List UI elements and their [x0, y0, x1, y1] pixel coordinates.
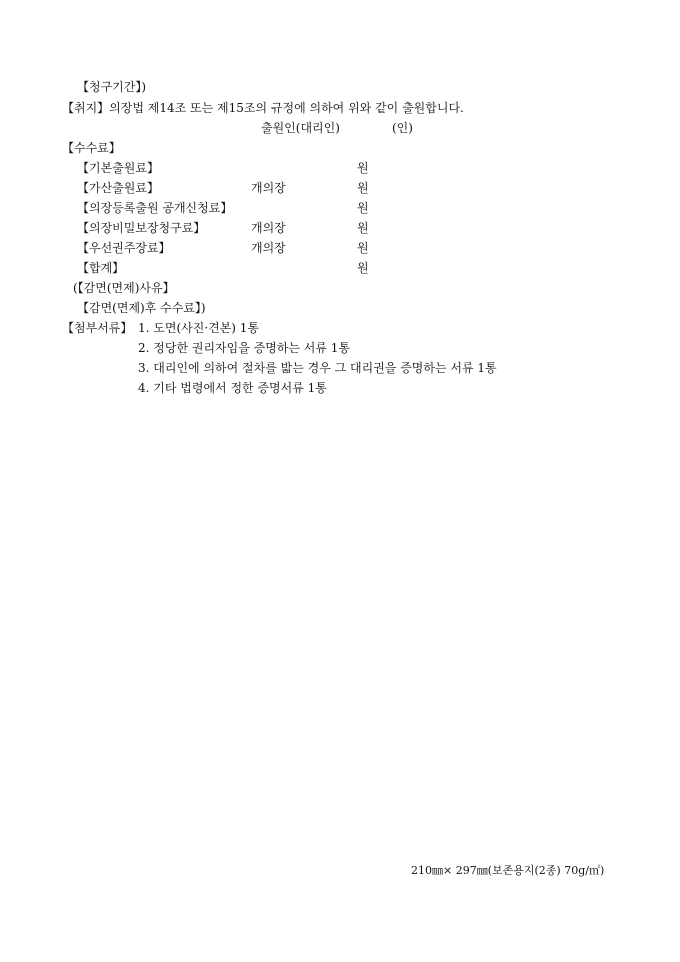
attachment-item: 2. 정당한 권리자임을 증명하는 서류 1통 [138, 341, 351, 355]
attachments-label: 【첨부서류】 [62, 321, 133, 335]
applicant-label: 출원인(대리인) [261, 121, 340, 135]
fee-label: 【기본출원료】 [77, 161, 159, 175]
fee-currency-unit: 원 [357, 181, 369, 195]
fee-currency-unit: 원 [357, 201, 369, 215]
fee-currency-unit: 원 [357, 261, 369, 275]
fee-count-unit: 개의장 [251, 221, 286, 235]
fee-currency-unit: 원 [357, 161, 369, 175]
attachment-item: 1. 도면(사진·견본) 1통 [138, 321, 260, 335]
reduced-fee-field: 【감면(면제)후 수수료】) [77, 301, 206, 315]
fee-currency-unit: 원 [357, 221, 369, 235]
fee-label: 【의장등록출원 공개신청료】 [77, 201, 233, 215]
reduction-reason-field: (【감면(면제)사유】 [73, 281, 175, 295]
attachment-item: 3. 대리인에 의하여 절차를 밟는 경우 그 대리권을 증명하는 서류 1통 [138, 361, 497, 375]
purpose-statement: 【취지】의장법 제14조 또는 제15조의 규정에 의하여 위와 같이 출원합니다. [62, 101, 464, 115]
fee-label: 【합계】 [77, 261, 125, 275]
attachment-item: 4. 기타 법령에서 정한 증명서류 1통 [138, 381, 327, 395]
seal-mark: (인) [392, 121, 413, 135]
fee-count-unit: 개의장 [251, 181, 286, 195]
fee-count-unit: 개의장 [251, 241, 286, 255]
claim-period-field: 【청구기간】) [77, 80, 147, 94]
fee-label: 【가산출원료】 [77, 181, 159, 195]
fee-label: 【의장비밀보장청구료】 [77, 221, 206, 235]
fee-label: 【우선권주장료】 [77, 241, 171, 255]
fees-header: 【수수료】 [62, 141, 121, 155]
paper-spec-footer: 210㎜× 297㎜(보존용지(2종) 70g/㎡) [411, 864, 605, 877]
fee-currency-unit: 원 [357, 241, 369, 255]
